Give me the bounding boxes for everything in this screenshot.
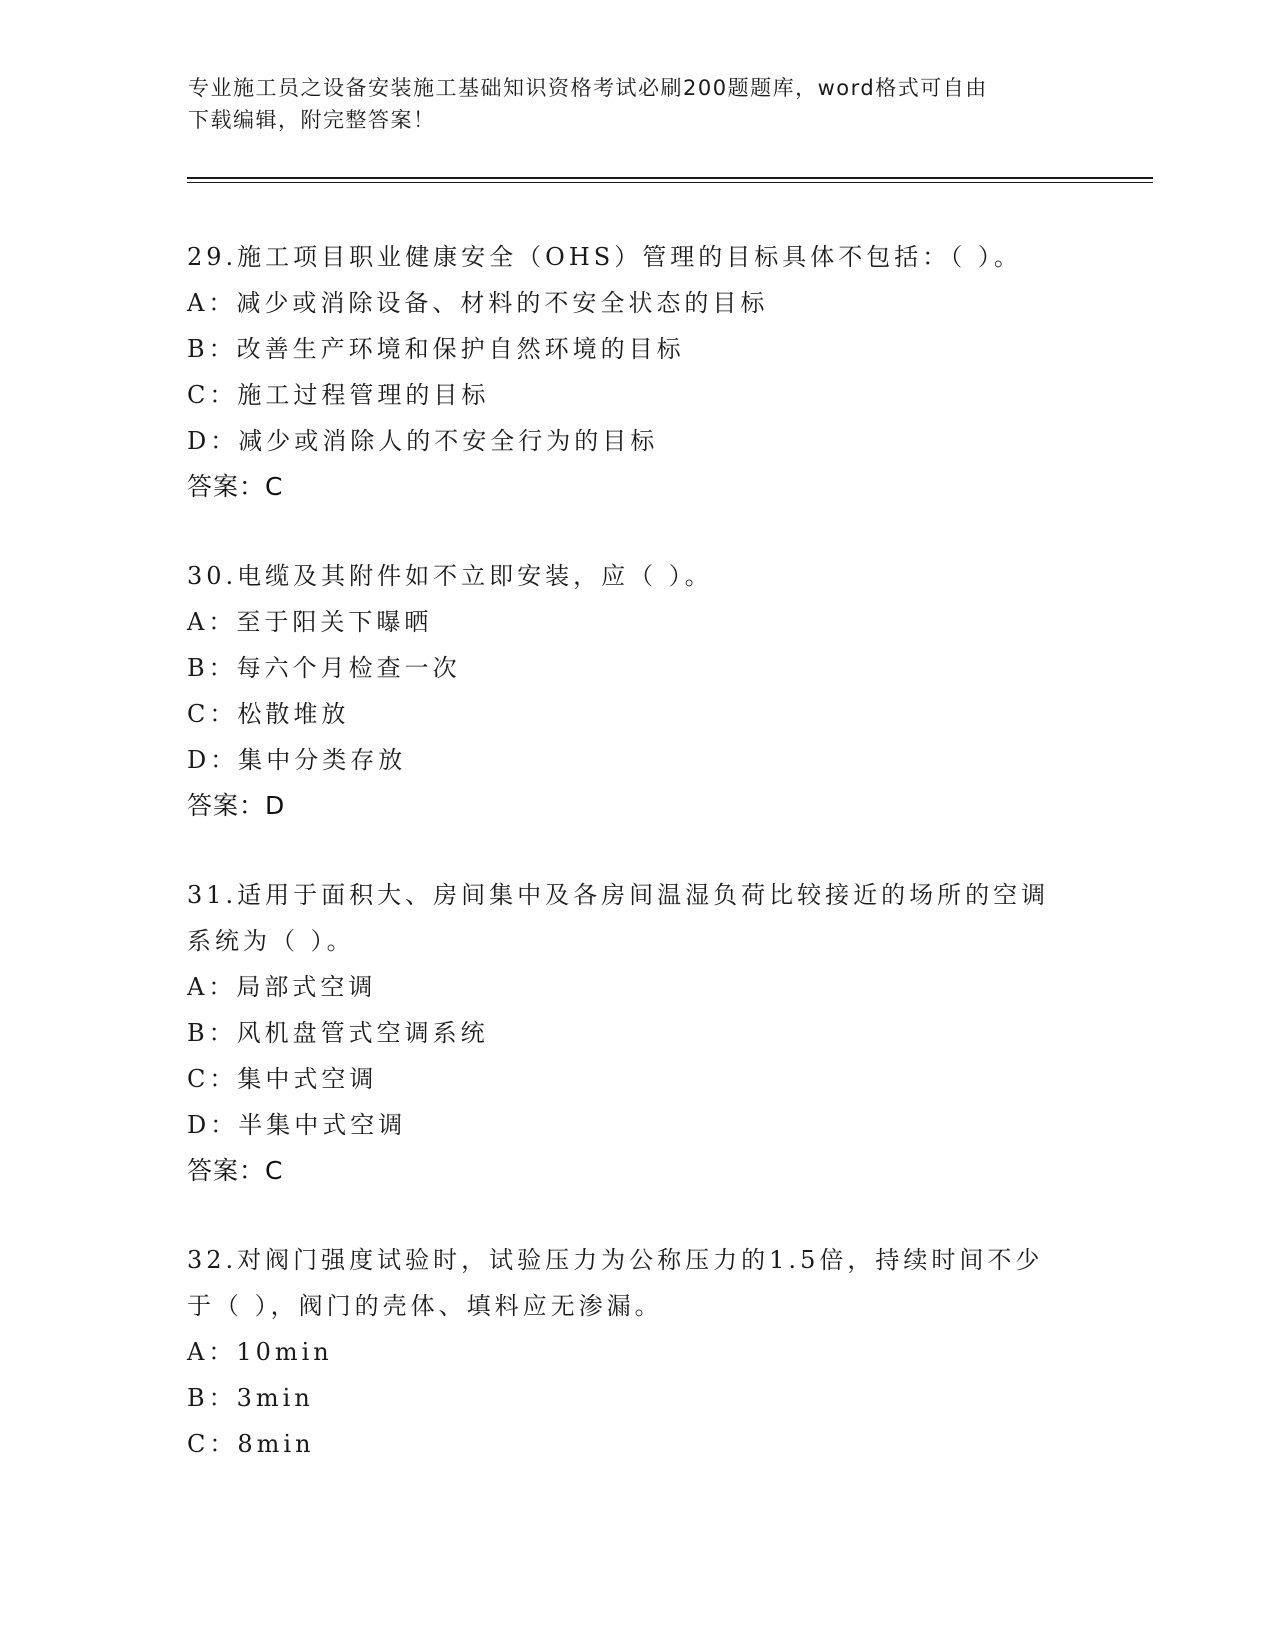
- question-text-line-2: 系统为（ ）。: [187, 927, 355, 955]
- option-b: B：改善生产环境和保护自然环境的目标: [187, 335, 685, 363]
- document-header: [188, 72, 1078, 136]
- option-c: C：8min: [187, 1430, 315, 1458]
- option-a: A：局部式空调: [187, 973, 377, 1001]
- option-a: A：至于阳关下曝晒: [187, 608, 433, 636]
- header-divider-thin: [187, 182, 1153, 183]
- header-title-line-2: 下载编辑，附完整答案！: [188, 108, 436, 132]
- question-30: [187, 553, 1087, 829]
- option-d: D：减少或消除人的不安全行为的目标: [187, 427, 659, 455]
- option-c: C：集中式空调: [187, 1065, 378, 1093]
- question-29: [187, 234, 1087, 510]
- question-31: [187, 872, 1087, 1194]
- option-c: C：松散堆放: [187, 700, 350, 728]
- header-divider-thick: [187, 177, 1153, 179]
- option-b: B：每六个月检查一次: [187, 654, 461, 682]
- answer: 答案：D: [187, 791, 286, 820]
- answer: 答案：C: [187, 1156, 284, 1185]
- option-c: C：施工过程管理的目标: [187, 381, 490, 409]
- question-text: 30.电缆及其附件如不立即安装，应（ ）。: [187, 562, 713, 590]
- question-text-line-2: 于（ ），阀门的壳体、填料应无渗漏。: [187, 1292, 663, 1320]
- question-list: [187, 234, 1087, 1510]
- option-d: D：半集中式空调: [187, 1111, 407, 1139]
- question-text-line-1: 32.对阀门强度试验时，试验压力为公称压力的1.5倍，持续时间不少: [187, 1246, 1044, 1274]
- question-text: 29.施工项目职业健康安全（OHS）管理的目标具体不包括：（ ）。: [187, 243, 1022, 271]
- question-text-line-1: 31.适用于面积大、房间集中及各房间温湿负荷比较接近的场所的空调: [187, 881, 1050, 909]
- option-d: D：集中分类存放: [187, 746, 407, 774]
- option-b: B：3min: [187, 1384, 314, 1412]
- header-title-line-1: 专业施工员之设备安装施工基础知识资格考试必刷200题题库，word格式可自由: [188, 76, 988, 100]
- option-b: B：风机盘管式空调系统: [187, 1019, 489, 1047]
- answer: 答案：C: [187, 472, 284, 501]
- option-a: A：减少或消除设备、材料的不安全状态的目标: [187, 289, 769, 317]
- option-a: A：10min: [187, 1338, 333, 1366]
- question-32: [187, 1237, 1087, 1467]
